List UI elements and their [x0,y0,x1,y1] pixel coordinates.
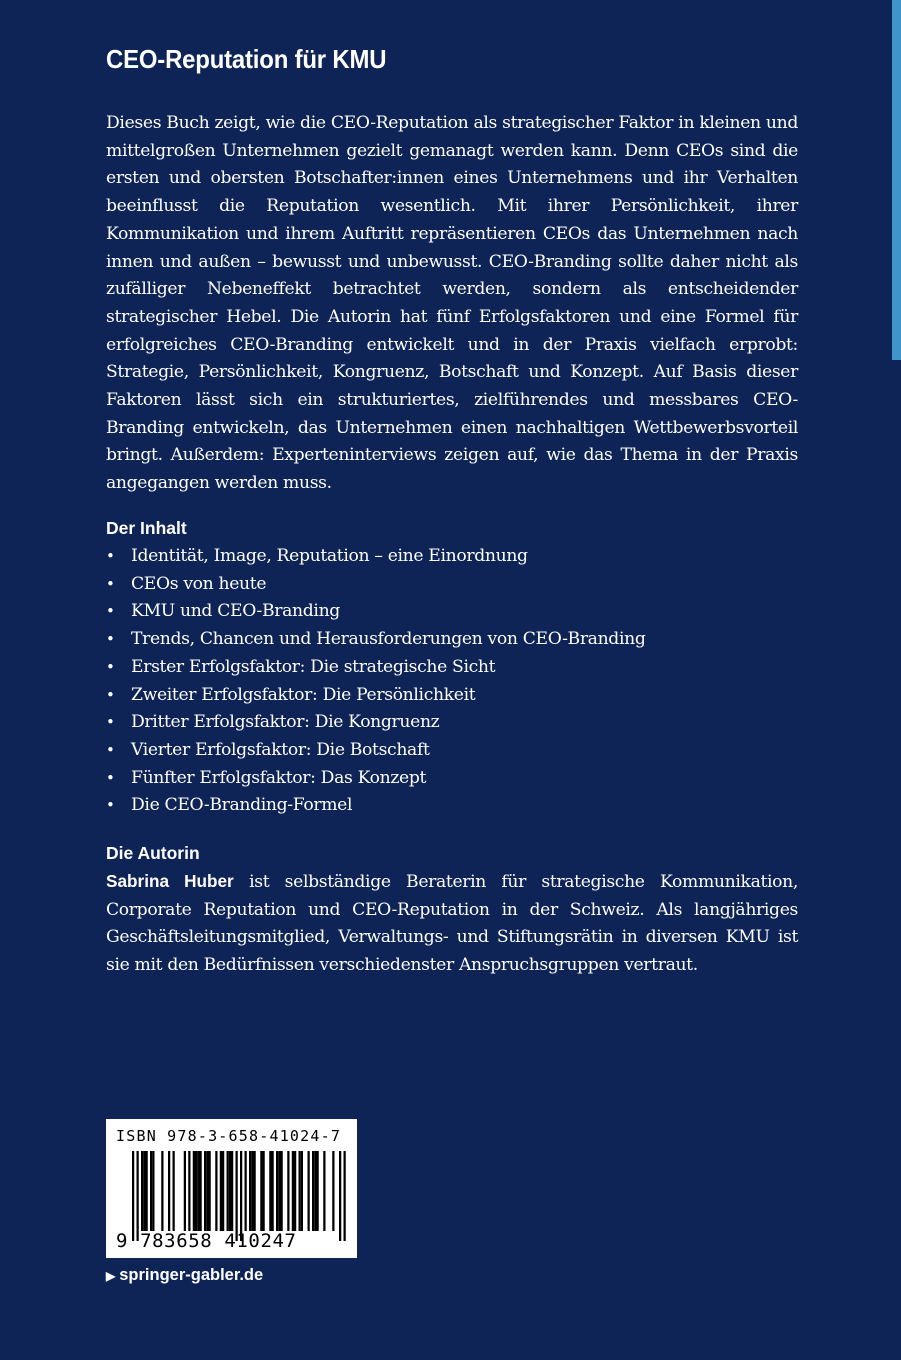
barcode-bar [240,1151,242,1241]
barcode-bar [260,1151,262,1231]
barcode-bar [141,1151,143,1231]
barcode-bar [222,1151,224,1231]
barcode-bar [245,1151,247,1231]
barcode-bar [146,1151,148,1231]
list-item: • Zweiter Erfolgsfaktor: Die Persönlichkeit [106,682,645,710]
barcode-bar [161,1151,163,1231]
barcode-bar [263,1151,265,1231]
contents-heading: Der Inhalt [106,518,187,538]
barcode-bar [294,1151,296,1231]
list-item: • Dritter Erfolgsfaktor: Die Kongruenz [106,709,645,737]
barcode-bar [150,1151,152,1231]
barcode-bar [200,1151,202,1231]
barcode-bar [278,1151,280,1231]
barcode-bar [184,1151,186,1231]
barcode-bar [236,1151,238,1241]
author-bio-text: ist selbständige Beraterin für strategische Kommunikation, Corporate Reputation und CEO-Reputation in der Schweiz. Als langjähriges Geschäftsleitungsmitglied, Verwaltungs- und Stiftungsrätin in diversen KMU ist sie mit den Bedürfnissen verschiedenster Anspruchsgruppen vertraut. [106,872,798,976]
barcode-bar [312,1151,314,1231]
barcode [106,1119,357,1258]
list-item: • Fünfter Erfolgsfaktor: Das Konzept [106,765,645,793]
barcode-bar [292,1151,294,1231]
publisher-url: springer-gabler.de [119,1266,264,1284]
author-bio [106,868,798,980]
barcode-bar [137,1151,139,1241]
list-item: • KMU und CEO-Branding [106,598,645,626]
barcode-bar [287,1151,289,1231]
play-arrow-icon: ▶ [106,1269,116,1283]
barcode-bar [195,1151,197,1231]
list-item: • CEOs von heute [106,571,645,599]
barcode-bar [188,1151,190,1231]
publisher-link[interactable] [106,1266,263,1285]
accent-bar [892,0,901,360]
barcode-bar [206,1151,208,1231]
barcode-bar [254,1151,256,1231]
barcode-bar [193,1151,195,1231]
barcode-bar [204,1151,206,1231]
barcode-bar [269,1151,271,1231]
barcode-bar [308,1151,310,1231]
list-item: • Identität, Image, Reputation – eine Einordnung [106,543,645,571]
barcode-digits: 9 783658 410247 [116,1230,297,1252]
barcode-bar [339,1151,341,1241]
barcode-bar [231,1151,233,1231]
barcode-bar [272,1151,274,1231]
barcode-bar [301,1151,303,1231]
barcode-bar [168,1151,170,1231]
barcode-bar [249,1151,251,1231]
barcode-bar [344,1151,346,1241]
barcode-bar [276,1151,278,1231]
isbn-label: ISBN 978-3-658-41024-7 [116,1127,342,1145]
barcode-bar [173,1151,175,1231]
author-name: Sabrina Huber [106,871,234,891]
barcode-bar [281,1151,283,1231]
barcode-bar [229,1151,231,1231]
barcode-bar [143,1151,145,1231]
barcode-bar [132,1151,134,1241]
contents-list [106,543,645,820]
barcode-bar [317,1151,319,1231]
barcode-bar [197,1151,199,1231]
list-item: • Trends, Chancen und Herausforderungen von CEO-Branding [106,626,645,654]
barcode-bar [152,1151,154,1231]
list-item: • Erster Erfolgsfaktor: Die strategische Sicht [106,654,645,682]
list-item: • Die CEO-Branding-Formel [106,792,645,820]
barcode-bar [209,1151,211,1231]
barcode-bar [323,1151,325,1231]
barcode-bar [220,1151,222,1231]
barcode-bar [227,1151,229,1231]
barcode-bar [332,1151,334,1231]
barcode-bar [299,1151,301,1231]
barcode-bar [251,1151,253,1231]
author-heading: Die Autorin [106,843,200,863]
book-title: CEO-Reputation für KMU [106,44,387,74]
book-description: Dieses Buch zeigt, wie die CEO-Reputation als strategischer Faktor in kleinen und mittelgroßen Unternehmen gezielt gemanagt werden kann. Denn CEOs sind die ersten und obersten Botschafter:innen eines Unternehmens und ihr Verhalten beeinflusst die Reputation wesentlich. Mit ihrer Persönlichkeit, ihrer Kommunikation und ihrem Auftritt repräsentieren CEOs das Unternehmen nach innen und außen – bewusst und unbewusst. CEO-Branding sollte daher nicht als zufälliger Nebeneffekt betrachtet werden, sondern als entscheidender strategischer Hebel. Die Autorin hat fünf Erfolgsfaktoren und eine Formel für erfolgreiches CEO-Branding entwickelt und in der Praxis vielfach erprobt: Strategie, Persönlichkeit, Kongruenz, Botschaft und Konzept. Auf Basis dieser Faktoren lässt sich ein strukturiertes, zielführendes und messbares CEO-Branding entwickeln, das Unternehmen einen nachhaltigen Wettbewerbsvorteil bringt. Außerdem: Experteninterviews zeigen auf, wie das Thema in der Praxis angegangen werden muss. [106,113,798,494]
barcode-bar [215,1151,217,1231]
list-item: • Vierter Erfolgsfaktor: Die Botschaft [106,737,645,765]
barcode-bar [314,1151,316,1231]
